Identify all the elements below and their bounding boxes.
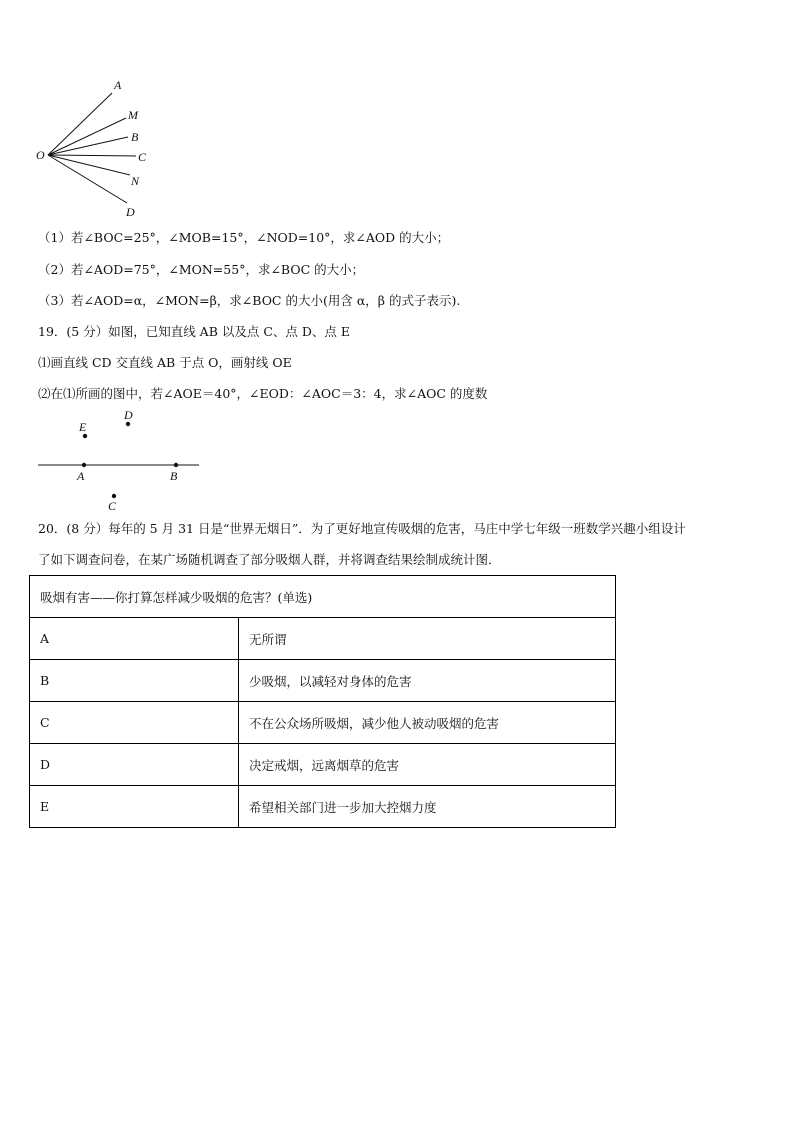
q20-line2: 了如下调查问卷，在某广场随机调查了部分吸烟人群，并将调查结果绘制成统计图．: [38, 552, 501, 567]
survey-question: 吸烟有害——你打算怎样减少吸烟的危害？(单选): [30, 576, 616, 618]
point-c: [112, 494, 116, 498]
label-d: D: [126, 205, 135, 219]
ray-ob: [48, 137, 128, 155]
label-a: A: [114, 78, 122, 92]
point-e: [83, 434, 87, 438]
survey-header-row: [30, 576, 616, 618]
ray-od: [48, 155, 127, 203]
table-row: [30, 618, 616, 660]
ray-oa: [48, 93, 112, 155]
table-row: [30, 702, 616, 744]
q20-line1: 20．(8 分）每年的 5 月 31 日是“世界无烟日”．为了更好地宣传吸烟的危害，马庄中学七年级一班数学兴趣小组设计: [38, 521, 686, 536]
q19-part1: ⑴画直线 CD 交直线 AB 于点 O，画射线 OE: [38, 355, 292, 370]
point-a: [82, 463, 86, 467]
table-row: [30, 744, 616, 786]
option-key: D: [30, 744, 239, 786]
point-b: [174, 463, 178, 467]
option-text: 决定戒烟，远离烟草的危害: [239, 744, 616, 786]
option-text: 希望相关部门进一步加大控烟力度: [239, 786, 616, 828]
table-row: [30, 660, 616, 702]
option-key: B: [30, 660, 239, 702]
q18-part2: （2）若∠AOD=75°，∠MON=55°，求∠BOC 的大小；: [38, 262, 365, 277]
label-b: B: [131, 130, 139, 144]
label-e: E: [79, 420, 87, 434]
option-text: 不在公众场所吸烟，减少他人被动吸烟的危害: [239, 702, 616, 744]
label-o: O: [36, 148, 45, 162]
label-c: C: [108, 499, 117, 513]
option-key: C: [30, 702, 239, 744]
q19-stem: 19．(5 分）如图，已知直线 AB 以及点 C、点 D、点 E: [38, 324, 351, 339]
line-points-figure: [30, 405, 210, 517]
ray-on: [48, 155, 130, 175]
label-n: N: [131, 174, 140, 188]
angle-rays-figure: [30, 75, 170, 225]
survey-table: [29, 575, 616, 828]
option-text: 无所谓: [239, 618, 616, 660]
label-m: M: [128, 108, 138, 122]
ray-oc: [48, 155, 136, 156]
q18-part3: （3）若∠AOD=α，∠MON=β，求∠BOC 的大小(用含 α，β 的式子表示).: [38, 293, 461, 308]
ray-om: [48, 118, 126, 155]
point-d: [126, 422, 130, 426]
label-b: B: [170, 469, 178, 483]
label-d: D: [124, 408, 133, 422]
table-row: [30, 786, 616, 828]
label-a: A: [77, 469, 85, 483]
option-key: A: [30, 618, 239, 660]
option-text: 少吸烟，以减轻对身体的危害: [239, 660, 616, 702]
q19-part2: ⑵在⑴所画的图中，若∠AOE＝40°，∠EOD：∠AOC＝3：4，求∠AOC 的度数: [38, 386, 488, 401]
q18-part1: （1）若∠BOC=25°，∠MOB=15°，∠NOD=10°，求∠AOD 的大小；: [38, 230, 450, 245]
label-c: C: [138, 150, 147, 164]
option-key: E: [30, 786, 239, 828]
